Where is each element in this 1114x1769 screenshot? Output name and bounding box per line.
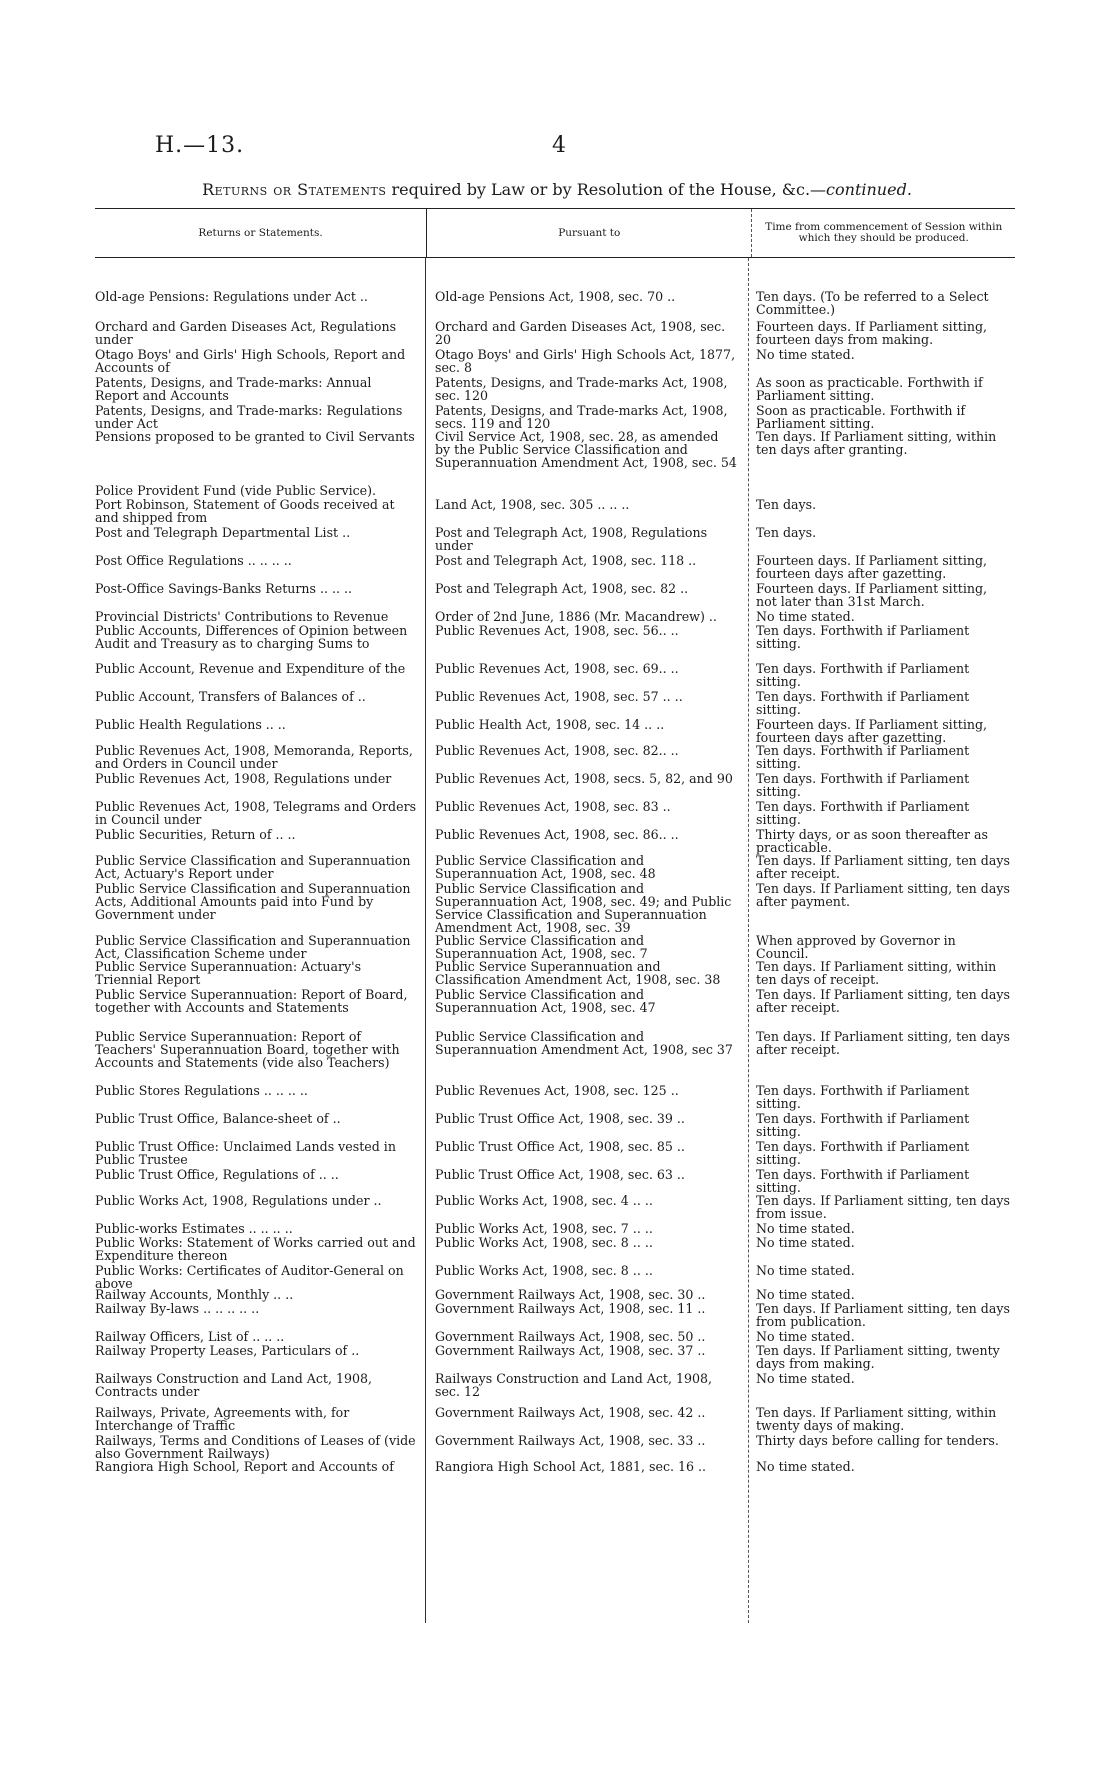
returns-cell: Railway By-laws .. .. .. .. .. [95,1301,260,1316]
time-cell: Ten days. Forthwith if Parliament sitting. [756,743,970,771]
time-cell: No time stated. [756,1235,855,1250]
pursuant-cell: Public Revenues Act, 1908, sec. 82.. .. [435,743,679,758]
table-caption [0,180,1114,199]
time-cell: Ten days. [756,525,817,540]
pursuant-cell: Public Service Classification and Superannuation Act, 1908, sec. 49; and Public Service Classification and Superannuation Amendment Act, 1908, sec. 39 [435,881,732,935]
returns-cell: Public Account, Revenue and Expenditure of the [95,661,406,676]
pursuant-cell: Government Railways Act, 1908, sec. 30 .. [435,1287,706,1302]
time-cell: Ten days. Forthwith if Parliament sitting. [756,1167,970,1195]
returns-cell: Public Service Superannuation: Report of Teachers' Superannuation Board, together with Accounts and Statements (vide also Teachers) [95,1029,400,1070]
returns-cell: Railways, Private, Agreements with, for Interchange of Traffic [95,1405,350,1433]
time-cell: Ten days. Forthwith if Parliament sitting. [756,1111,970,1139]
caption-prefix: Returns or Statements [202,180,387,199]
returns-cell: Public Works: Statement of Works carried out and Expenditure thereon [95,1235,416,1263]
returns-cell: Public Trust Office: Unclaimed Lands vested in Public Trustee [95,1139,396,1167]
pursuant-cell: Civil Service Act, 1908, sec. 28, as amended by the Public Service Classification and Superannuation Amendment Act, 1908, sec. 54 [435,429,737,470]
returns-cell: Public-works Estimates .. .. .. .. [95,1221,293,1236]
time-cell: No time stated. [756,1221,855,1236]
returns-cell: Public Works Act, 1908, Regulations under .. [95,1193,382,1208]
returns-cell: Pensions proposed to be granted to Civil Servants [95,429,415,444]
pursuant-cell: Public Service Classification and Superannuation Act, 1908, sec. 47 [435,987,656,1015]
pursuant-cell: Public Service Superannuation and Classification Amendment Act, 1908, sec. 38 [435,959,721,987]
pursuant-cell: Public Trust Office Act, 1908, sec. 85 .. [435,1139,685,1154]
time-cell: No time stated. [756,1371,855,1386]
time-cell: Ten days. [756,497,817,512]
column-divider [425,258,426,1623]
pursuant-cell: Public Revenues Act, 1908, sec. 125 .. [435,1083,679,1098]
pursuant-cell: Public Revenues Act, 1908, sec. 86.. .. [435,827,679,842]
time-cell: No time stated. [756,1263,855,1278]
returns-cell: Railways, Terms and Conditions of Leases of (vide also Government Railways) [95,1433,416,1461]
header-returns: Returns or Statements. [198,226,323,239]
returns-cell: Railways Construction and Land Act, 1908, Contracts under [95,1371,373,1399]
returns-cell: Railway Accounts, Monthly .. .. [95,1287,294,1302]
time-cell: Ten days. Forthwith if Parliament sitting. [756,1083,970,1111]
pursuant-cell: Public Revenues Act, 1908, sec. 83 .. [435,799,671,814]
time-cell: Ten days. If Parliament sitting, ten days from issue. [756,1193,1010,1221]
returns-cell: Public Securities, Return of .. .. [95,827,296,842]
time-cell: Ten days. Forthwith if Parliament sitting. [756,661,970,689]
pursuant-cell: Rangiora High School Act, 1881, sec. 16 .. [435,1459,707,1474]
page-number: 4 [552,133,566,158]
returns-cell: Public Trust Office, Regulations of .. .. [95,1167,339,1182]
returns-cell: Orchard and Garden Diseases Act, Regulations under [95,319,397,347]
time-cell: As soon as practicable. Forthwith if Parliament sitting. [756,375,983,403]
time-cell: Ten days. Forthwith if Parliament sitting. [756,771,970,799]
time-cell: Ten days. If Parliament sitting, ten days after payment. [756,881,1010,909]
time-cell: Ten days. If Parliament sitting, ten days after receipt. [756,1029,1010,1057]
header-pursuant: Pursuant to [426,209,751,257]
time-cell: Ten days. If Parliament sitting, ten days after receipt. [756,853,1010,881]
caption-suffix: continued. [826,180,912,199]
time-cell: Ten days. If Parliament sitting, within ten days of receipt. [756,959,997,987]
returns-cell: Public Revenues Act, 1908, Memoranda, Reports, and Orders in Council under [95,743,413,771]
pursuant-cell: Public Revenues Act, 1908, sec. 69.. .. [435,661,679,676]
returns-cell: Rangiora High School, Report and Accounts of [95,1459,394,1474]
pursuant-cell: Public Works Act, 1908, sec. 7 .. .. [435,1221,653,1236]
header-time: Time from commencement of Session within which they should be produced. [751,209,1015,257]
returns-cell: Public Service Classification and Superannuation Act, Actuary's Report under [95,853,411,881]
time-cell: No time stated. [756,347,855,362]
returns-cell: Railway Officers, List of .. .. .. [95,1329,285,1344]
time-cell: Fourteen days. If Parliament sitting, not later than 31st March. [756,581,988,609]
pursuant-cell: Government Railways Act, 1908, sec. 33 .. [435,1433,706,1448]
time-cell: Fourteen days. If Parliament sitting, fourteen days after gazetting. [756,717,988,745]
returns-cell: Railway Property Leases, Particulars of .. [95,1343,360,1358]
returns-cell: Public Stores Regulations .. .. .. .. [95,1083,308,1098]
returns-cell: Otago Boys' and Girls' High Schools, Report and Accounts of [95,347,406,375]
pursuant-cell: Public Trust Office Act, 1908, sec. 39 .. [435,1111,685,1126]
returns-cell: Post Office Regulations .. .. .. .. [95,553,292,568]
returns-cell: Public Accounts, Differences of Opinion between Audit and Treasury as to charging Sums to [95,623,408,651]
time-cell: Ten days. Forthwith if Parliament sitting. [756,799,970,827]
pursuant-cell: Public Works Act, 1908, sec. 8 .. .. [435,1263,653,1278]
pursuant-cell: Public Service Classification and Superannuation Amendment Act, 1908, sec 37 [435,1029,733,1057]
pursuant-cell: Post and Telegraph Act, 1908, sec. 82 .. [435,581,689,596]
time-cell: Ten days. If Parliament sitting, within twenty days of making. [756,1405,997,1433]
time-cell: Ten days. (To be referred to a Select Committee.) [756,289,989,317]
time-cell: Ten days. If Parliament sitting, twenty days from making. [756,1343,1000,1371]
table-header [95,209,1015,258]
time-cell: Ten days. Forthwith if Parliament sitting. [756,1139,970,1167]
pursuant-cell: Public Works Act, 1908, sec. 4 .. .. [435,1193,653,1208]
time-cell: Fourteen days. If Parliament sitting, fourteen days after gazetting. [756,553,988,581]
time-cell: Soon as practicable. Forthwith if Parliament sitting. [756,403,966,431]
time-cell: Ten days. If Parliament sitting, within ten days after granting. [756,429,997,457]
returns-cell: Public Revenues Act, 1908, Telegrams and Orders in Council under [95,799,417,827]
pursuant-cell: Land Act, 1908, sec. 305 .. .. .. [435,497,630,512]
pursuant-cell: Public Revenues Act, 1908, secs. 5, 82, and 90 [435,771,733,786]
returns-cell: Patents, Designs, and Trade-marks: Regulations under Act [95,403,403,431]
pursuant-cell: Public Health Act, 1908, sec. 14 .. .. [435,717,665,732]
returns-cell: Public Trust Office, Balance-sheet of .. [95,1111,341,1126]
pursuant-cell: Public Revenues Act, 1908, sec. 57 .. .. [435,689,683,704]
pursuant-cell: Government Railways Act, 1908, sec. 50 .. [435,1329,706,1344]
returns-cell: Police Provident Fund (vide Public Service). [95,483,377,498]
pursuant-cell: Government Railways Act, 1908, sec. 37 .. [435,1343,706,1358]
column-divider [748,258,749,1623]
pursuant-cell: Government Railways Act, 1908, sec. 11 .. [435,1301,706,1316]
pursuant-cell: Post and Telegraph Act, 1908, sec. 118 .. [435,553,697,568]
time-cell: No time stated. [756,609,855,624]
time-cell: When approved by Governor in Council. [756,933,956,961]
time-cell: No time stated. [756,1329,855,1344]
pursuant-cell: Order of 2nd June, 1886 (Mr. Macandrew) .. [435,609,717,624]
pursuant-cell: Public Works Act, 1908, sec. 8 .. .. [435,1235,653,1250]
returns-cell: Public Account, Transfers of Balances of .. [95,689,366,704]
returns-cell: Post-Office Savings-Banks Returns .. .. .. [95,581,353,596]
caption-middle: required by Law or by Resolution of the House, &c.— [386,180,827,199]
pursuant-cell: Public Service Classification and Superannuation Act, 1908, sec. 48 [435,853,656,881]
pursuant-cell: Public Revenues Act, 1908, sec. 56.. .. [435,623,679,638]
returns-cell: Public Works: Certificates of Auditor-General on above [95,1263,404,1291]
returns-cell: Old-age Pensions: Regulations under Act .. [95,289,368,304]
returns-cell: Patents, Designs, and Trade-marks: Annual Report and Accounts [95,375,372,403]
pursuant-cell: Government Railways Act, 1908, sec. 42 .. [435,1405,706,1420]
time-cell: Ten days. Forthwith if Parliament sitting. [756,689,970,717]
returns-cell: Public Service Classification and Superannuation Acts, Additional Amounts paid into Fund by Government under [95,881,411,922]
returns-cell: Public Service Classification and Superannuation Act, Classification Scheme under [95,933,411,961]
time-cell: Thirty days, or as soon thereafter as practicable. [756,827,988,855]
time-cell: Ten days. If Parliament sitting, ten days from publication. [756,1301,1010,1329]
time-cell: Fourteen days. If Parliament sitting, fourteen days from making. [756,319,988,347]
time-cell: Ten days. Forthwith if Parliament sitting. [756,623,970,651]
pursuant-cell: Orchard and Garden Diseases Act, 1908, sec. 20 [435,319,726,347]
time-cell: No time stated. [756,1287,855,1302]
time-cell: Thirty days before calling for tenders. [756,1433,999,1448]
returns-cell: Public Revenues Act, 1908, Regulations under [95,771,392,786]
returns-cell: Provincial Districts' Contributions to Revenue [95,609,389,624]
pursuant-cell: Public Service Classification and Superannuation Act, 1908, sec. 7 [435,933,648,961]
returns-table [95,208,1015,1623]
pursuant-cell: Old-age Pensions Act, 1908, sec. 70 .. [435,289,676,304]
returns-cell: Post and Telegraph Departmental List .. [95,525,351,540]
page-reference: H.—13. [155,133,245,158]
time-cell: Ten days. If Parliament sitting, ten days after receipt. [756,987,1010,1015]
pursuant-cell: Post and Telegraph Act, 1908, Regulations under [435,525,708,553]
returns-cell: Public Service Superannuation: Actuary's Triennial Report [95,959,362,987]
returns-cell: Public Service Superannuation: Report of Board, together with Accounts and Statements [95,987,408,1015]
pursuant-cell: Public Trust Office Act, 1908, sec. 63 .. [435,1167,685,1182]
pursuant-cell: Patents, Designs, and Trade-marks Act, 1908, secs. 119 and 120 [435,403,728,431]
pursuant-cell: Railways Construction and Land Act, 1908, sec. 12 [435,1371,713,1399]
returns-cell: Port Robinson, Statement of Goods received at and shipped from [95,497,395,525]
table-body [95,258,1015,1623]
pursuant-cell: Otago Boys' and Girls' High Schools Act, 1877, sec. 8 [435,347,736,375]
pursuant-cell: Patents, Designs, and Trade-marks Act, 1908, sec. 120 [435,375,728,403]
returns-cell: Public Health Regulations .. .. [95,717,286,732]
time-cell: No time stated. [756,1459,855,1474]
